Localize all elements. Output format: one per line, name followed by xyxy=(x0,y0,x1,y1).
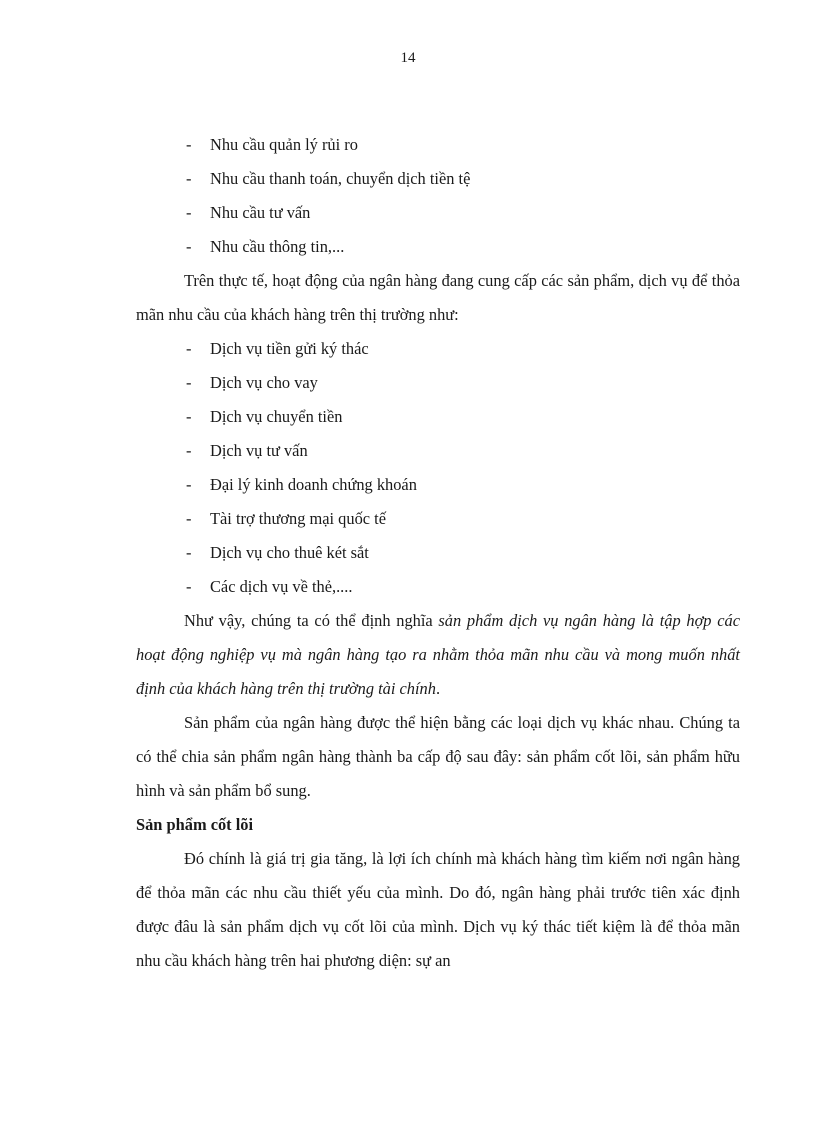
list-item xyxy=(136,570,740,604)
list-item-text: Đại lý kinh doanh chứng khoán xyxy=(210,475,417,494)
section-heading: Sản phẩm cốt lõi xyxy=(136,815,254,834)
bullet-dash: - xyxy=(186,441,192,460)
list-item xyxy=(136,128,740,162)
list-item xyxy=(136,468,740,502)
list-item-text: Dịch vụ chuyển tiền xyxy=(210,407,343,426)
needs-list xyxy=(136,128,740,264)
page-number: 14 xyxy=(400,50,416,66)
bullet-dash: - xyxy=(186,543,192,562)
paragraph-levels: Sản phẩm của ngân hàng được thể hiện bằng các loại dịch vụ khác nhau. Chúng ta có thể chia sản phẩm ngân hàng thành ba cấp độ sau đây: sản phẩm cốt lõi, sản phẩm hữu hình và sản phẩm bổ sung. xyxy=(136,713,740,800)
bullet-dash: - xyxy=(186,577,192,596)
services-list xyxy=(136,332,740,604)
definition-tail: . xyxy=(435,679,441,698)
paragraph-intro: Trên thực tế, hoạt động của ngân hàng đang cung cấp các sản phẩm, dịch vụ để thỏa mãn nhu cầu của khách hàng trên thị trường như: xyxy=(136,271,740,324)
bullet-dash: - xyxy=(186,237,192,256)
bullet-dash: - xyxy=(186,339,192,358)
list-item-text: Nhu cầu quản lý rủi ro xyxy=(210,135,358,154)
document-body xyxy=(136,128,740,978)
list-item-text: Dịch vụ cho vay xyxy=(210,373,318,392)
list-item xyxy=(136,502,740,536)
bullet-dash: - xyxy=(186,169,192,188)
list-item-text: Dịch vụ tư vấn xyxy=(210,441,308,460)
list-item-text: Tài trợ thương mại quốc tế xyxy=(210,509,386,528)
definition-lead: Như vậy, chúng ta có thể định nghĩa xyxy=(184,611,439,630)
list-item-text: Dịch vụ tiền gửi ký thác xyxy=(210,339,369,358)
bullet-dash: - xyxy=(186,407,192,426)
list-item xyxy=(136,400,740,434)
bullet-dash: - xyxy=(186,135,192,154)
list-item xyxy=(136,230,740,264)
paragraph-definition xyxy=(136,604,740,706)
list-item-text: Dịch vụ cho thuê két sắt xyxy=(210,543,369,562)
bullet-dash: - xyxy=(186,203,192,222)
list-item xyxy=(136,162,740,196)
bullet-dash: - xyxy=(186,475,192,494)
list-item xyxy=(136,332,740,366)
list-item-text: Nhu cầu thông tin,... xyxy=(210,237,345,256)
list-item xyxy=(136,536,740,570)
list-item xyxy=(136,196,740,230)
bullet-dash: - xyxy=(186,373,192,392)
definition-italic: sản phẩm dịch vụ ngân hàng là tập hợp các hoạt động nghiệp vụ mà ngân hàng tạo ra nhằm thỏa mãn nhu cầu và mong muốn nhất định của khách hàng trên thị trường tài chính xyxy=(136,611,740,698)
list-item-text: Các dịch vụ về thẻ,.... xyxy=(210,577,353,596)
bullet-dash: - xyxy=(186,509,192,528)
paragraph-core: Đó chính là giá trị gia tăng, là lợi ích chính mà khách hàng tìm kiếm nơi ngân hàng để thỏa mãn các nhu cầu thiết yếu của mình. Do đó, ngân hàng phải trước tiên xác định được đâu là sản phẩm dịch vụ cốt lõi của mình. Dịch vụ ký thác tiết kiệm là để thỏa mãn nhu cầu khách hàng trên hai phương diện: sự an xyxy=(136,849,740,970)
list-item xyxy=(136,366,740,400)
list-item xyxy=(136,434,740,468)
list-item-text: Nhu cầu tư vấn xyxy=(210,203,311,222)
list-item-text: Nhu cầu thanh toán, chuyển dịch tiền tệ xyxy=(210,169,471,188)
